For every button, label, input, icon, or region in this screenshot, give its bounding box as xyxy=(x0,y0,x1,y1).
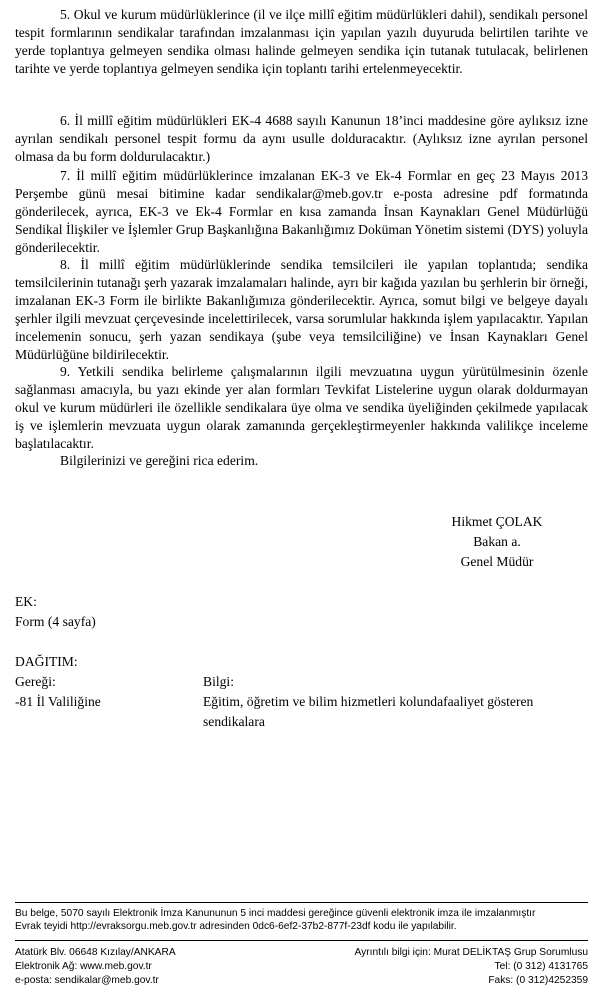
esign-line-1: Bu belge, 5070 sayılı Elektronik İmza Kanununun 5 inci maddesi gereğince güvenli elektronik imza ile imzalanmıştır xyxy=(15,908,536,919)
signer-name: Hikmet ÇOLAK xyxy=(451,514,543,529)
esign-divider xyxy=(15,902,588,903)
paragraph-5: 5. Okul ve kurum müdürlüklerince (il ve ilçe millî eğitim müdürlükleri dahil), sendikalı personel tespit formlarının sendikalar tarafından imzalanması için yapılan yazılı duyuruda belirtilen tarihte ve yerde toplantıya gelmeyen sendika olması halinde gelmeyen sendika için tutanak tutulacak, belirlenen tarihte ve yerde toplantıya gelmeyen sendika için toplantı tarihi ertelenmeyecektir. xyxy=(15,7,588,76)
paragraph-9: 9. Yetkili sendika belirleme çalışmalarının ilgili mevzuatına uygun yürütülmesinin özenle sağlanması amacıyla, bu yazı ekinde yer alan formları Tevkifat Listelerine uygun olarak doldurmayan okul ve kurum müdürleri ile özellikle sendikalara üye olma ve sendika üyeliğinden çekilmede yapılacak iş ve işlemlerin mevzuata uygun olarak zamanında gerçekleştirmeyenler hakkında valilikçe inceleme başlatılacaktır. xyxy=(15,364,588,451)
closing-sentence: Bilgilerinizi ve gereğini rica ederim. xyxy=(60,453,259,468)
footer-contact: Ayrıntılı bilgi için: Murat DELİKTAŞ Grup Sorumlusu xyxy=(354,947,588,958)
paragraph-7: 7. İl millî eğitim müdürlüklerince imzalanan EK-3 ve Ek-4 Formlar en geç 23 Mayıs 2013 Perşembe günü mesai bitimine kadar sendikalar@meb.gov.tr e-posta adresine pdf formatında gönderilecek, ayrıca, EK-3 ve Ek-4 Formlar en kısa zamanda İnsan Kaynakları Genel Müdürlüğü Sendikal İlişkiler ve İşlemler Grup Başkanlığına Bakanlığımız Doküman Yönetim sistemi (DYS) yoluyla gönderilecektir. xyxy=(15,168,588,255)
footer-divider xyxy=(15,940,588,941)
footer-web: Elektronik Ağ: www.meb.gov.tr xyxy=(15,961,152,972)
distribution-action-label: Gereği: xyxy=(15,674,56,689)
distribution-action-value: -81 İl Valiliğine xyxy=(15,694,101,709)
signer-title-1: Bakan a. xyxy=(473,534,521,549)
signature-block xyxy=(442,512,552,572)
esign-line-2: Evrak teyidi http://evraksorgu.meb.gov.tr adresinden 0dc6-6ef2-37b2-877f-23df kodu ile yapılabilir. xyxy=(15,921,457,932)
footer-address: Atatürk Blv. 06648 Kızılay/ANKARA xyxy=(15,947,176,958)
distribution-label: DAĞITIM: xyxy=(15,654,78,669)
distribution-info-label: Bilgi: xyxy=(203,674,234,689)
footer-fax: Faks: (0 312)4252359 xyxy=(488,975,588,986)
attachments-label: EK: xyxy=(15,594,37,609)
paragraph-8: 8. İl millî eğitim müdürlüklerinde sendika temsilcileri ile yapılan toplantıda; sendika temsilcilerinin tutanağı şerh yazarak imzalamaları halinde, ayrı bir kağıda yazılan bu şerhlerin bir örneği, imzalanan EK-3 Form ile birlikte Bakanlığımıza gönderilecektir. Ayrıca, somut bilgi ve belgeye dayalı şerhler ilgili mevzuat çerçevesinde incelettirilecek, varsa sorumlular hakkında işlem yapılacaktır. Yapılan incelemenin sonucu, şerh yazan sendikaya (şube veya temsilciliğine) ve İnsan Kaynakları Genel Müdürlüğüne bildirilecektir. xyxy=(15,257,588,362)
signer-title-2: Genel Müdür xyxy=(460,554,534,569)
distribution-info-value: Eğitim, öğretim ve bilim hizmetleri kolundafaaliyet gösteren sendikalara xyxy=(203,694,534,729)
footer-email: e-posta: sendikalar@meb.gov.tr xyxy=(15,975,159,986)
attachment-item: Form (4 sayfa) xyxy=(15,614,96,629)
footer-tel: Tel: (0 312) 4131765 xyxy=(494,961,588,972)
paragraph-6: 6. İl millî eğitim müdürlükleri EK-4 4688 sayılı Kanunun 18’inci maddesine göre aylıksız izne ayrılan sendikalı personel tespit formu da aynı usulle dolduracaktır. (Aylıksız izne ayrılan personel olmasa da bu form doldurulacaktır.) xyxy=(15,113,588,164)
